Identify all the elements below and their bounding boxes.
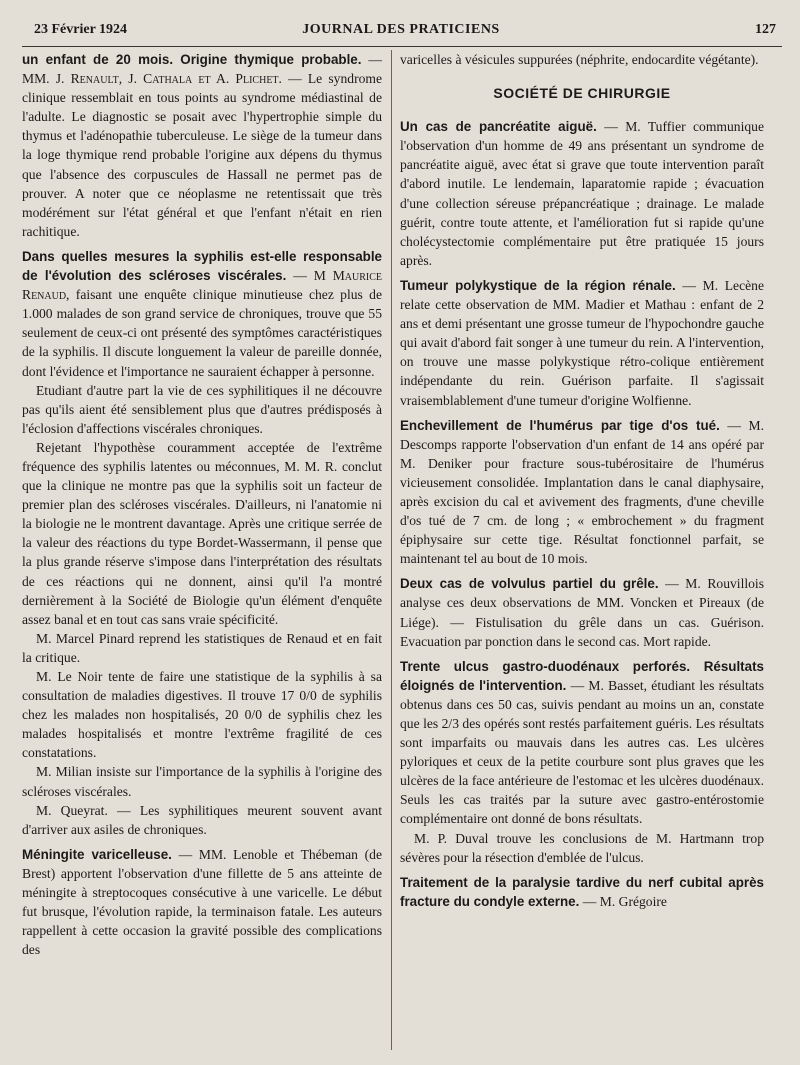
article-meningite — [22, 845, 382, 960]
article-thymus: un enfant de 20 mois. Origine thymique probable. — MM. J. Renault, J. Cathala et A. Plichet. — Le syndrome clinique ressemblait en tous points au syndrome médiastinal de l'adulte. Le diagnostic se posait avec l'hypertrophie simple du thymus et l'adénopathie tuberculeuse. Le siège de la tumeur dans la loge thymique rend probable l'origine aux dépens du thymus que l'absence des corpuscules de Hassall ne permet pas de prouver. A noter que ce néoplasme ne retentissait que très modérément sur l'état général et que l'enfant n'était en rien rachitique. — [22, 52, 382, 239]
section-title: SOCIÉTÉ DE CHIRURGIE — [493, 85, 671, 102]
article-body: — M. Tuffier communique l'observation d'un homme de 49 ans présentant un syndrome de pancréatite aiguë, avec état si grave que toute intervention paraît d'abord inutile. Le lendemain, laparatomie rapide ; évacuation d'une collection séreuse prépancréatique ; drainage. Le malade guérit, contre toute attente, et l'amélioration fut si rapide qu'une cholécystectomie complémentaire put être pratiquée 15 jours après. — [400, 119, 764, 268]
paragraph: M. Milian insiste sur l'importance de la syphilis à l'origine des scléroses viscérales. — [22, 764, 382, 799]
left-column — [22, 50, 382, 959]
running-head — [26, 22, 776, 42]
issue-date: 23 Février 1924 — [34, 22, 128, 37]
column-divider — [391, 50, 392, 1050]
article-tumeur — [400, 276, 764, 410]
article-volvulus — [400, 574, 764, 650]
article-body: — M. Descomps rapporte l'observation d'un enfant de 14 ans opéré par M. Deniker pour fracture sous-tubérositaire de l'humérus vicieusement consolidée. Implantation dans le canal diaphysaire, après excision du cal et avivement des fragments, d'une cheville d'os tué de 7 cm. de long ; « embrochement » du fragment épiphysaire sur cette tige. Résultat fonctionnel parfait, se maintenant tel au bout de 10 mois. — [400, 417, 764, 567]
article-body: faisant une enquête clinique minutieuse chez plus de 1.000 malades de son grand service de chroniques, trouve que 55 seulement de ceux-ci ont présenté des symptômes caractéristiques de la syphilis. Il discute longuement la valeur de pareille donnée, dont l'évidence et l'importance ne sauraient échapper à personne. — [22, 287, 382, 379]
article-ulcus — [400, 657, 764, 829]
article-title: Un cas de pancréatite aiguë. — [400, 119, 597, 135]
page-number: 127 — [755, 22, 776, 37]
article-body: — MM. Lenoble et Thébeman (de Brest) apportent l'observation d'une fillette de 5 ans atteinte de méningite à streptocoques consécutive à une varicelle. Le début fut brusque, l'évolution rapide, la terminaison fatale. Les auteurs rappellent à cette occasion la gravité possible des complications des — [22, 846, 382, 958]
paragraph: M. Queyrat. — Les syphilitiques meurent souvent avant d'arriver aux asiles de chroniques. — [22, 802, 382, 837]
article-body: — M. Rouvillois analyse ces deux observations de MM. Voncken et Pireaux (de Liége). — Fistulisation du grêle dans un cas. Guérison. Evacuation par ponction dans le second cas. Mort rapide. — [400, 576, 764, 649]
article-title: Dans quelles mesures la syphilis est-elle responsable de l'évolution des scléroses viscérales. — [22, 248, 382, 284]
journal-title: JOURNAL DES PRATICIENS — [302, 22, 500, 37]
continued-text: varicelles à vésicules suppurées (néphrite, endocardite végétante). — [400, 52, 759, 67]
right-column — [400, 50, 764, 911]
article-pancreatite — [400, 117, 764, 270]
paragraph: M. P. Duval trouve les conclusions de M. Hartmann trop sévères pour la résection d'emblée de l'ulcus. — [400, 830, 764, 865]
article-syphilis: Dans quelles mesures la syphilis est-elle responsable de l'évolution des scléroses viscérales. — M Maurice Renaud, faisant une enquête clinique minutieuse chez plus de 1.000 malades de son grand service de chroniques, trouve que 55 seulement de ceux-ci ont présenté des symptômes caractéristiques de la syphilis. Il discute longuement la valeur de pareille donnée, dont l'évidence et l'importance ne sauraient échapper à personne. — [22, 248, 383, 379]
header-rule — [22, 46, 782, 47]
article-title: Tumeur polykystique de la région rénale. — [400, 277, 676, 293]
article-title: Traitement de la paralysie tardive du nerf cubital après fracture du condyle externe. — [400, 874, 764, 909]
article-title: Méningite varicelleuse. — [22, 846, 172, 862]
article-authors: MM. J. Renault, J. Cathala et A. Plichet. — [22, 71, 282, 87]
paragraph: Rejetant l'hypothèse couramment acceptée de l'extrême fréquence des syphilis latentes ou méconnues, M. M. R. conclut que la clinique ne montre pas que la syphilis soit un facteur de premier plan des scléroses viscérales. D'ailleurs, ni l'anatomie ni la biologie ne le montrent davantage. Après une critique serrée de la valeur des réactions du type Bordet-Wassermann, il pense que la plus grande réserve s'impose dans l'interprétation des résultats de ces réactions qui ne donnent, ainsi qu'il l'a montré dernièrement à la Société de Biologie qu'un élément d'enquête assez banal et en tout cas sans vraie spécificité. — [22, 439, 382, 627]
paragraph: Etudiant d'autre part la vie de ces syphilitiques il ne découvre pas qu'ils aient été sensiblement plus que d'autres prédisposés à l'éclosion d'affections viscérales chroniques. — [22, 382, 382, 436]
article-body: — M. Grégoire — [582, 893, 667, 909]
article-title: un enfant de 20 mois. Origine thymique probable. — [22, 52, 362, 67]
article-title: Deux cas de volvulus partiel du grêle. — [400, 576, 659, 592]
article-title: Trente ulcus gastro-duodénaux perforés. Résultats éloignés de l'intervention. — [400, 658, 764, 693]
paragraph: M. Le Noir tente de faire une statistique de la syphilis à sa consultation de maladies digestives. Il trouve 17 0/0 de syphilis chez les malades non hospitalisés, 20 0/0 de syphilis chez les malades hospitalisés et montre l'extrême fragilité de ces constatations. — [22, 669, 382, 761]
article-humerus — [400, 416, 764, 569]
article-paralysie — [400, 873, 764, 911]
paragraph: M. Marcel Pinard reprend les statistiques de Renaud et en fait la critique. — [22, 630, 382, 665]
article-body: — M. Lecène relate cette observation de MM. Madier et Mathau : enfant de 2 ans et demi présentant une grosse tumeur de l'hypochondre gauche qui avait d'abord fait songer à une tumeur du rein. A l'intervention, on trouve une masse polykystique rétro-colique entièrement indépendante du rein. Guérison parfaite. Il s'agissait vraisemblablement d'une tumeur d'origine Wolfienne. — [400, 277, 764, 408]
article-author: M Maurice Renaud, — [22, 268, 383, 303]
article-body: — M. Basset, étudiant les résultats obtenus dans ces 50 cas, suivis pendant au moins un an, constate que les 2/3 des opérés sont restés parfaitement guéris. Les résultats sont imparfaits ou mauvais dans les autres cas. Les ulcères pyloriques et ceux de la petite courbure sont plus graves que les ulcères de la face antérieure de l'estomac et les ulcères duodénaux. Seuls les cas traités par la suture avec gastro-entérostomie complémentaire ont donné de bons résultats. — [400, 677, 764, 827]
article-title: Enchevillement de l'humérus par tige d'os tué. — [400, 417, 720, 433]
article-body: Le syndrome clinique ressemblait en tous points au syndrome médiastinal de l'adulte. Le diagnostic se posait avec l'hypertrophie simple du thymus et l'adénopathie tuberculeuse. Le siège de la tumeur dans la loge thymique rend probable l'origine aux dépens du thymus que l'absence des corpuscules de Hassall ne permet pas de prouver. A noter que ce néoplasme ne retentissait que très modérément sur l'état général et que l'enfant n'était en rien rachitique. — [22, 71, 382, 239]
